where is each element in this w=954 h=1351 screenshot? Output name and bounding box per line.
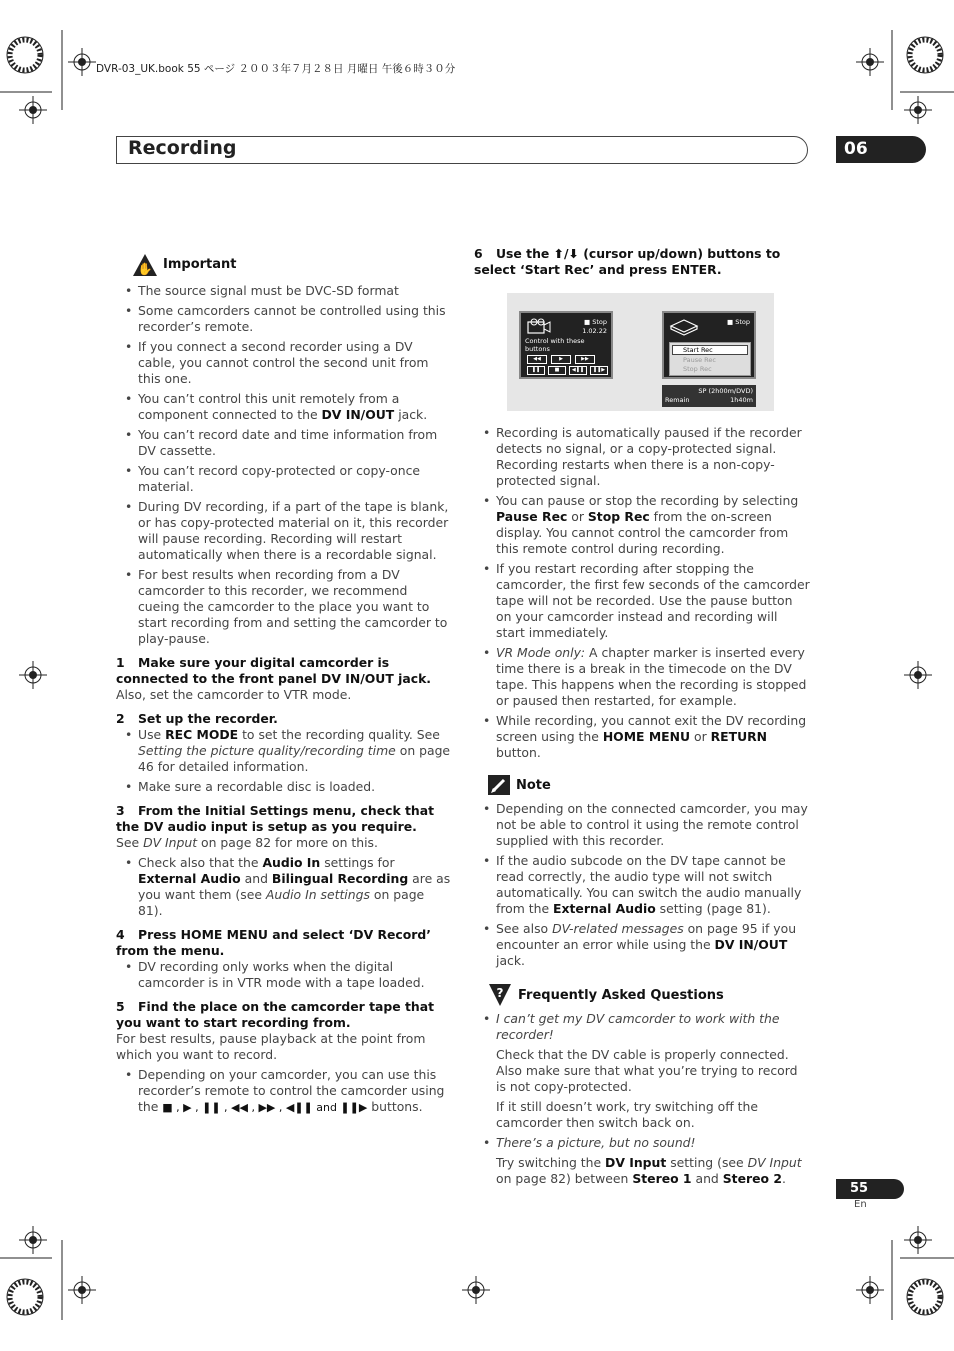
menu-item-pause-rec[interactable]: Pause Rec	[683, 356, 716, 364]
disc-recorder-icon	[669, 318, 699, 336]
book-file-info: DVR-03_UK.book 55 ページ ２００３年７月２８日 月曜日 午後６時３０分	[96, 63, 456, 75]
left-status: ■ Stop	[584, 318, 607, 326]
step-3-heading: 3 From the Initial Settings menu, check that the DV audio input is setup as you require.	[116, 803, 435, 834]
rewind-icon: ◀◀	[527, 355, 547, 364]
record-mode: SP (2h00m/DVD)	[698, 387, 753, 395]
stop-icon: ■	[548, 366, 566, 375]
list-item: • For best results when recording from a DV camcorder to this recorder, we recommend cueing the camcorder to the place you want to start recording from and setting the camcorder to play-pause.	[116, 567, 452, 647]
note-list	[474, 801, 810, 969]
transport-button-symbols: ■ , ▶ , ❚❚ , ◀◀ , ▶▶ , ◀❚❚ and ❚❚▶	[162, 1101, 368, 1114]
list-item: • Depending on the connected camcorder, you may not be able to control it using the remote control supplied with this recorder.	[474, 801, 810, 849]
list-item: • If you restart recording after stopping the camcorder, the first few seconds of the camcorder tape will not be recorded. Use the pause button on your camcorder instead and recording will start immediately.	[474, 561, 810, 641]
step-2-heading: 2 Set up the recorder.	[116, 711, 278, 726]
step-back-icon: ◀❚❚	[569, 366, 587, 375]
faq-list	[474, 1011, 810, 1043]
step-5-body: For best results, pause playback at the point from which you want to record.	[116, 1031, 426, 1062]
list-item: • Make sure a recordable disc is loaded.	[116, 779, 452, 795]
faq-title: Frequently Asked Questions	[518, 988, 724, 1003]
list-item: • Check also that the Audio In settings for External Audio and Bilingual Recording are as you want them (see Audio In settings on page 81).	[116, 855, 452, 919]
page-number: 55	[836, 1179, 904, 1199]
list-item: • If the audio subcode on the DV tape cannot be read correctly, the audio type will not switch automatically. You can switch the audio manually from the External Audio setting (page 81).	[474, 853, 810, 917]
list-item: • Some camcorders cannot be controlled using this recorder’s remote.	[116, 303, 452, 335]
list-item: • While recording, you cannot exit the DV recording screen using the HOME MENU or RETURN button.	[474, 713, 810, 761]
step-1-body: Also, set the camcorder to VTR mode.	[116, 687, 352, 702]
list-item: • The source signal must be DVC-SD format	[116, 283, 452, 299]
list-item: • You can’t record copy-protected or copy-once material.	[116, 463, 452, 495]
list-item: • Use REC MODE to set the recording quality. See Setting the picture quality/recording time on page 46 for detailed information.	[116, 727, 452, 775]
play-icon: ▶	[551, 355, 571, 364]
important-warning-icon	[132, 253, 158, 277]
step-3-list	[116, 855, 452, 919]
step-2-list	[116, 727, 452, 795]
list-item: • If you connect a second recorder using a DV cable, you cannot control the second unit from this one.	[116, 339, 452, 387]
faq-question-icon	[488, 983, 512, 1007]
section-title: Recording	[128, 137, 237, 159]
faq-question: • There’s a picture, but no sound!	[474, 1135, 810, 1151]
important-list	[116, 283, 452, 647]
faq-answer: Try switching the DV Input setting (see DV Input on page 82) between Stereo 1 and Stereo 2.	[496, 1155, 802, 1186]
faq-answer: Check that the DV cable is properly connected. Also make sure that what you’re trying to record is not copy-protected.	[496, 1047, 798, 1094]
fast-forward-icon: ▶▶	[575, 355, 595, 364]
remain-label: Remain	[665, 396, 690, 404]
pause-icon: ❚❚	[527, 366, 545, 375]
dv-record-screen-illustration	[507, 293, 774, 411]
step-3-body: See DV Input on page 82 for more on this.	[116, 835, 378, 850]
note-pencil-icon	[488, 775, 510, 795]
step-forward-icon: ❚❚▶	[590, 366, 608, 375]
important-heading	[116, 253, 452, 277]
language-code: En	[854, 1199, 867, 1210]
left-timecode: 1.02.22	[582, 327, 607, 335]
left-control-label: Control with these buttons	[525, 337, 585, 353]
step-6-heading: 6 Use the ⬆/⬇ (cursor up/down) buttons to select ‘Start Rec’ and press ENTER.	[474, 246, 781, 277]
recorder-menu-screen	[662, 311, 756, 379]
camcorder-control-screen	[519, 311, 613, 379]
step-1-heading: 1 Make sure your digital camcorder is connected to the front panel DV IN/OUT jack.	[116, 655, 432, 686]
step-5-heading: 5 Find the place on the camcorder tape that you want to start recording from.	[116, 999, 435, 1030]
faq-question: • I can’t get my DV camcorder to work with the recorder!	[474, 1011, 810, 1043]
list-item: • Depending on your camcorder, you can use this recorder’s remote to control the camcorder using the ■ , ▶ , ❚❚ , ◀◀ , ▶▶ , ◀❚❚ and ❚❚▶ buttons.	[116, 1067, 452, 1116]
right-status: ■ Stop	[727, 318, 750, 326]
list-item: • You can’t record date and time information from DV cassette.	[116, 427, 452, 459]
step-5-list	[116, 1067, 452, 1116]
faq-list	[474, 1135, 810, 1151]
faq-heading	[474, 983, 810, 1007]
chapter-tab: 06	[836, 136, 926, 163]
menu-item-start-rec[interactable]: Start Rec	[672, 345, 748, 355]
left-button-row-2	[527, 366, 608, 375]
remain-value: 1h40m	[730, 396, 753, 404]
faq-answer: If it still doesn’t work, try switching off the camcorder then switch back on.	[496, 1099, 759, 1130]
step-4-heading: 4 Press HOME MENU and select ‘DV Record’ from the menu.	[116, 927, 431, 958]
list-item: • You can’t control this unit remotely from a component connected to the DV IN/OUT jack.	[116, 391, 452, 423]
list-item: • See also DV-related messages on page 95 if you encounter an error while using the DV IN/OUT jack.	[474, 921, 810, 969]
svg-text:?: ?	[496, 986, 504, 1000]
svg-text:✋: ✋	[137, 262, 153, 276]
right-column	[474, 246, 810, 1191]
menu-item-stop-rec[interactable]: Stop Rec	[683, 365, 712, 373]
left-column	[116, 253, 452, 1120]
recording-notes-list	[474, 425, 810, 761]
list-item: • During DV recording, if a part of the tape is blank, or has copy-protected material on it, this recorder will pause recording. Recording will restart automatically when there is a recordable signal.	[116, 499, 452, 563]
record-menu	[669, 342, 751, 376]
list-item: • You can pause or stop the recording by selecting Pause Rec or Stop Rec from the on-screen display. You cannot control the camcorder from this remote control during recording.	[474, 493, 810, 557]
camcorder-icon	[525, 317, 551, 337]
left-button-row-1	[527, 355, 595, 364]
list-item: • VR Mode only: A chapter marker is inserted every time there is a break in the timecode on the DV tape. This happens when the recording is stopped or paused then restarted, for example.	[474, 645, 810, 709]
note-heading	[474, 775, 810, 797]
recording-mode-info	[662, 385, 756, 407]
step-4-list	[116, 959, 452, 991]
list-item: • DV recording only works when the digital camcorder is in VTR mode with a tape loaded.	[116, 959, 452, 991]
important-title: Important	[163, 257, 237, 272]
note-title: Note	[516, 778, 551, 793]
list-item: • Recording is automatically paused if the recorder detects no signal, or a copy-protected signal. Recording restarts when there is a non-copy-protected signal.	[474, 425, 810, 489]
